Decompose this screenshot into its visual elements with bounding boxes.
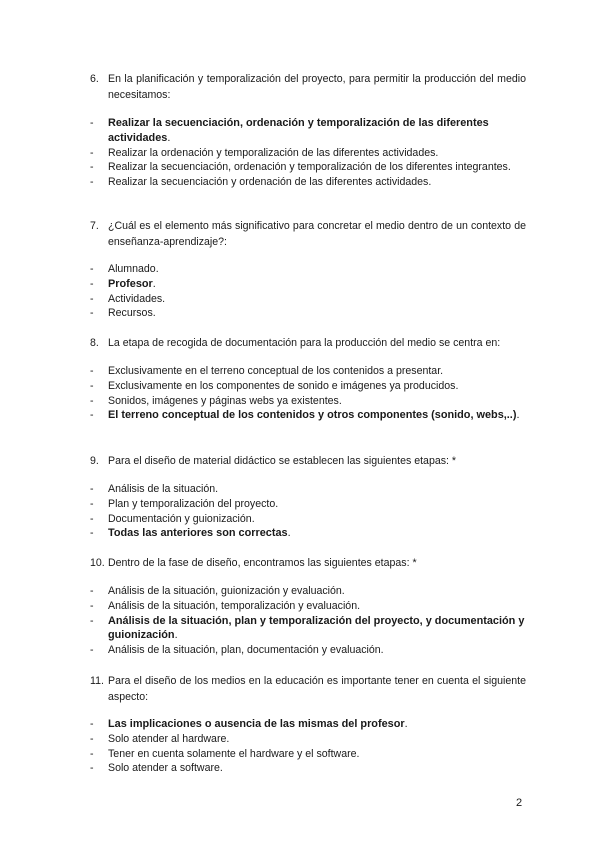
question-number: 10. bbox=[90, 557, 105, 569]
option-text: Análisis de la situación, plan, documentación y evaluación. bbox=[108, 644, 384, 657]
question-text: Dentro de la fase de diseño, encontramos las siguientes etapas: * bbox=[108, 557, 417, 569]
option-text: Realizar la secuenciación, ordenación y temporalización de los diferentes integrantes. bbox=[108, 161, 511, 174]
option-text: El terreno conceptual de los contenidos y otros componentes (sonido, webs,..) bbox=[108, 409, 517, 422]
option-item: - Solo atender al hardware. bbox=[90, 732, 526, 747]
options-11 bbox=[90, 717, 526, 776]
question-10 bbox=[90, 555, 526, 571]
option-text: Alumnado. bbox=[108, 263, 159, 275]
page-number: 2 bbox=[516, 797, 523, 809]
option-item: - Plan y temporalización del proyecto. bbox=[90, 497, 526, 512]
option-item: - Análisis de la situación, temporalización y evaluación. bbox=[90, 599, 526, 614]
option-item: - Análisis de la situación. bbox=[90, 482, 526, 497]
option-item: - Análisis de la situación, plan, documentación y evaluación. bbox=[90, 643, 526, 658]
options-7 bbox=[90, 262, 526, 321]
option-text: Análisis de la situación, plan y temporalización del proyecto, y documentación y guionización bbox=[108, 614, 525, 642]
option-item: - Sonidos, imágenes y páginas webs ya existentes. bbox=[90, 394, 526, 409]
option-text: Actividades. bbox=[108, 292, 166, 305]
option-text: Solo atender a software. bbox=[108, 762, 223, 775]
option-item: - Análisis de la situación, plan y temporalización del proyecto, y documentación y guionización. bbox=[90, 614, 525, 642]
option-item: - Realizar la ordenación y temporalización de las diferentes actividades. bbox=[90, 146, 526, 161]
option-item: - El terreno conceptual de los contenidos y otros componentes (sonido, webs,..). bbox=[90, 409, 520, 422]
option-item: - Realizar la secuenciación y ordenación de las diferentes actividades. bbox=[90, 175, 526, 190]
option-item: - Realizar la secuenciación, ordenación y temporalización de las diferentes actividades. bbox=[90, 117, 489, 144]
option-text: Tener en cuenta solamente el hardware y el software. bbox=[108, 747, 360, 760]
question-text: En la planificación y temporalización del proyecto, para permitir la producción del medio necesitamos: bbox=[108, 73, 526, 101]
question-text: La etapa de recogida de documentación para la producción del medio se centra en: bbox=[108, 337, 501, 349]
options-9 bbox=[90, 482, 526, 541]
option-text: Todas las anteriores son correctas bbox=[108, 527, 288, 540]
option-item: - Documentación y guionización. bbox=[90, 512, 526, 527]
question-number: 11. bbox=[90, 675, 104, 687]
question-11 bbox=[90, 673, 526, 705]
option-text: Plan y temporalización del proyecto. bbox=[108, 497, 279, 510]
option-text: Realizar la secuenciación, ordenación y temporalización de las diferentes actividades bbox=[108, 117, 489, 144]
question-6 bbox=[90, 71, 526, 103]
question-number: 6. bbox=[90, 73, 99, 85]
option-text: Exclusivamente en el terreno conceptual de los contenidos a presentar. bbox=[108, 365, 444, 377]
option-text: Realizar la ordenación y temporalización de las diferentes actividades. bbox=[108, 146, 439, 159]
option-item: - Profesor. bbox=[90, 277, 156, 290]
option-item: - Exclusivamente en el terreno conceptual de los contenidos a presentar. bbox=[90, 364, 526, 379]
option-item: - Recursos. bbox=[90, 306, 526, 321]
option-text: Sonidos, imágenes y páginas webs ya existentes. bbox=[108, 394, 342, 407]
option-text: Análisis de la situación. bbox=[108, 483, 219, 495]
option-item: - Exclusivamente en los componentes de sonido e imágenes ya producidos. bbox=[90, 379, 526, 394]
option-item: - Todas las anteriores son correctas. bbox=[90, 527, 291, 540]
option-text: Profesor bbox=[108, 277, 153, 290]
option-item: - Solo atender a software. bbox=[90, 761, 526, 776]
option-text: Las implicaciones o ausencia de las mismas del profesor bbox=[108, 718, 405, 730]
option-item: - Actividades. bbox=[90, 292, 526, 307]
option-text: Recursos. bbox=[108, 307, 156, 320]
option-text: Análisis de la situación, guionización y evaluación. bbox=[108, 585, 345, 597]
question-number: 8. bbox=[90, 337, 99, 349]
question-9 bbox=[90, 453, 526, 469]
options-6 bbox=[90, 116, 526, 190]
question-text: Para el diseño de los medios en la educación es importante tener en cuenta el siguiente aspecto: bbox=[108, 675, 526, 703]
option-item: - Las implicaciones o ausencia de las mismas del profesor. bbox=[90, 718, 408, 730]
option-item: - Realizar la secuenciación, ordenación y temporalización de los diferentes integrantes. bbox=[90, 160, 526, 175]
question-text: ¿Cuál es el elemento más significativo para concretar el medio dentro de un contexto de enseñanza-aprendizaje?: bbox=[108, 220, 526, 248]
option-item: - Tener en cuenta solamente el hardware y el software. bbox=[90, 747, 526, 762]
option-text: Solo atender al hardware. bbox=[108, 732, 230, 745]
option-text: Realizar la secuenciación y ordenación de las diferentes actividades. bbox=[108, 176, 432, 189]
question-number: 9. bbox=[90, 455, 99, 467]
question-number: 7. bbox=[90, 220, 99, 232]
options-10 bbox=[90, 584, 526, 658]
question-8 bbox=[90, 335, 526, 351]
option-item: - Análisis de la situación, guionización y evaluación. bbox=[90, 584, 526, 599]
option-text: Análisis de la situación, temporalización y evaluación. bbox=[108, 599, 361, 612]
option-item: - Alumnado. bbox=[90, 262, 526, 277]
question-text: Para el diseño de material didáctico se establecen las siguientes etapas: * bbox=[108, 455, 457, 467]
option-text: Exclusivamente en los componentes de sonido e imágenes ya producidos. bbox=[108, 379, 459, 392]
option-text: Documentación y guionización. bbox=[108, 512, 255, 525]
options-8 bbox=[90, 364, 526, 423]
question-7 bbox=[90, 218, 526, 250]
